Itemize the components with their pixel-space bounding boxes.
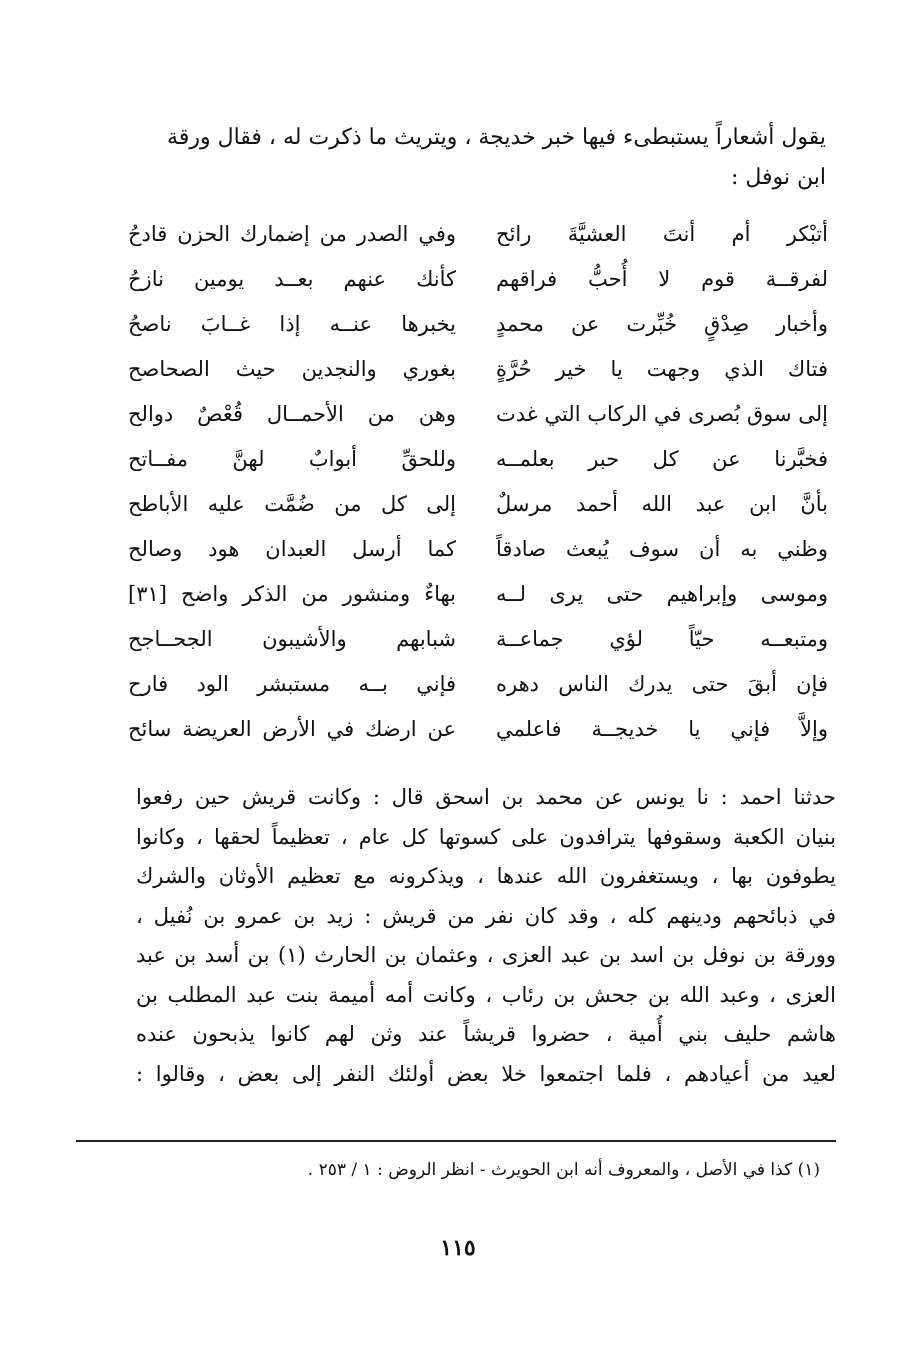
verse-hemistich: بهاءٌ ومنشور من الذكر واضح [٣١] xyxy=(128,582,457,606)
verse-hemistich: وأخبار صِدْقٍ خُبِّرت عن محمدٍ xyxy=(496,312,828,336)
verse-hemistich: وهن من الأحمــال قُعْصٌ دوالح xyxy=(128,402,457,426)
verse-hemistich: أتبْكر أم أنتَ العشيَّةَ رائح xyxy=(496,222,828,246)
prose-line: هاشم حليف بني أُمية ، حضروا قريشاً عند وثن لهم كانوا يذبحون عنده xyxy=(136,1022,836,1046)
verse-hemistich: إلى سوق بُصرى في الركاب التي غدت xyxy=(496,402,828,426)
intro-line-1: يقول أشعاراً يستبطىء فيها خبر خديجة ، ويتريث ما ذكرت له ، فقال ورقة xyxy=(167,125,826,150)
verse-hemistich: شبابهم والأشيبون الجحــاجح xyxy=(128,627,457,651)
intro-line-2: ابن نوفل : xyxy=(730,165,826,190)
prose-line: يطوفون بها ، ويستغفرون الله عندها ، ويذكرونه مع تعظيم الأوثان والشرك xyxy=(136,864,836,888)
verse-hemistich: فإن أبقَ حتى يدرك الناس دهره xyxy=(496,672,828,696)
verse-hemistich: ومتبعــه حيّاً لؤي جماعــة xyxy=(496,627,828,651)
verse-hemistich: إلى كل من ضُمَّت عليه الأباطح xyxy=(128,492,457,516)
prose-line: بنيان الكعبة وسقوفها يترافدون على كسوتها كل عام ، تعظيماً لحقها ، وكانوا xyxy=(136,824,836,849)
prose-line: العزى ، وعبد الله بن جحش بن رئاب ، وكانت أمه أميمة بنت عبد المطلب بن xyxy=(136,982,836,1007)
verse-hemistich: كما أرسل العبدان هود وصالح xyxy=(128,537,457,561)
poem-right-column xyxy=(496,212,828,752)
verse-hemistich: وظني به أن سوف يُبعث صادقاً xyxy=(496,537,828,561)
prose-line: وورقة بن نوفل بن اسد بن عبد العزى ، وعثمان بن الحارث (١) بن أسد بن عبد xyxy=(136,943,836,967)
verse-hemistich: عن ارضك في الأرض العريضة سائح xyxy=(128,717,457,741)
verse-hemistich: وللحقِّ أبوابٌ لهنَّ مفــاتح xyxy=(128,447,457,471)
verse-hemistich: وفي الصدر من إضمارك الحزن قادحُ xyxy=(128,222,457,246)
verse-hemistich: بأنَّ ابن عبد الله أحمد مرسلٌ xyxy=(496,492,828,516)
footnote xyxy=(120,1152,820,1188)
verse-hemistich: فإني بــه مستبشر الود فارح xyxy=(128,672,457,696)
verse-hemistich: فتاك الذي وجهت يا خير حُرَّةٍ xyxy=(496,357,828,381)
intro-paragraph xyxy=(136,118,826,198)
verse-hemistich: وإلاَّ فإني يا خديجــة فاعلمي xyxy=(496,717,828,741)
verse-hemistich: لفرقــة قوم لا أُحبُّ فراقهم xyxy=(496,267,828,291)
verse-hemistich: وموسى وإبراهيم حتى يرى لــه xyxy=(496,582,828,606)
prose-line: في ذبائحهم ودينهم كله ، وقد كان نفر من قريش : زيد بن عمرو بن نُفيل ، xyxy=(136,903,836,928)
poem xyxy=(128,212,828,752)
verse-hemistich: بغوري والنجدين حيث الصحاصح xyxy=(128,357,457,381)
poem-left-column xyxy=(128,212,456,752)
verse-hemistich: كأنك عنهم بعــد يومين نازحُ xyxy=(128,267,457,291)
page-number: ١١٥ xyxy=(440,1235,476,1261)
prose-line: لعيد من أعيادهم ، فلما اجتمعوا خلا بعض أولئك النفر إلى بعض ، وقالوا : xyxy=(136,1061,836,1086)
prose-paragraph xyxy=(136,778,836,1094)
prose-line: حدثنا احمد : نا يونس عن محمد بن اسحق قال : وكانت قريش حين رفعوا xyxy=(136,785,836,809)
verse-hemistich: فخبَّرنا عن كل حبر بعلمــه xyxy=(496,447,828,471)
verse-hemistich: يخبرها عنــه إذا غــابَ ناصحُ xyxy=(128,312,457,336)
footnote-divider xyxy=(76,1140,836,1142)
footnote-line: (١) كذا في الأصل ، والمعروف أنه ابن الحويرث - انظر الروض : ١ / ٢٥٣ . xyxy=(307,1160,820,1180)
